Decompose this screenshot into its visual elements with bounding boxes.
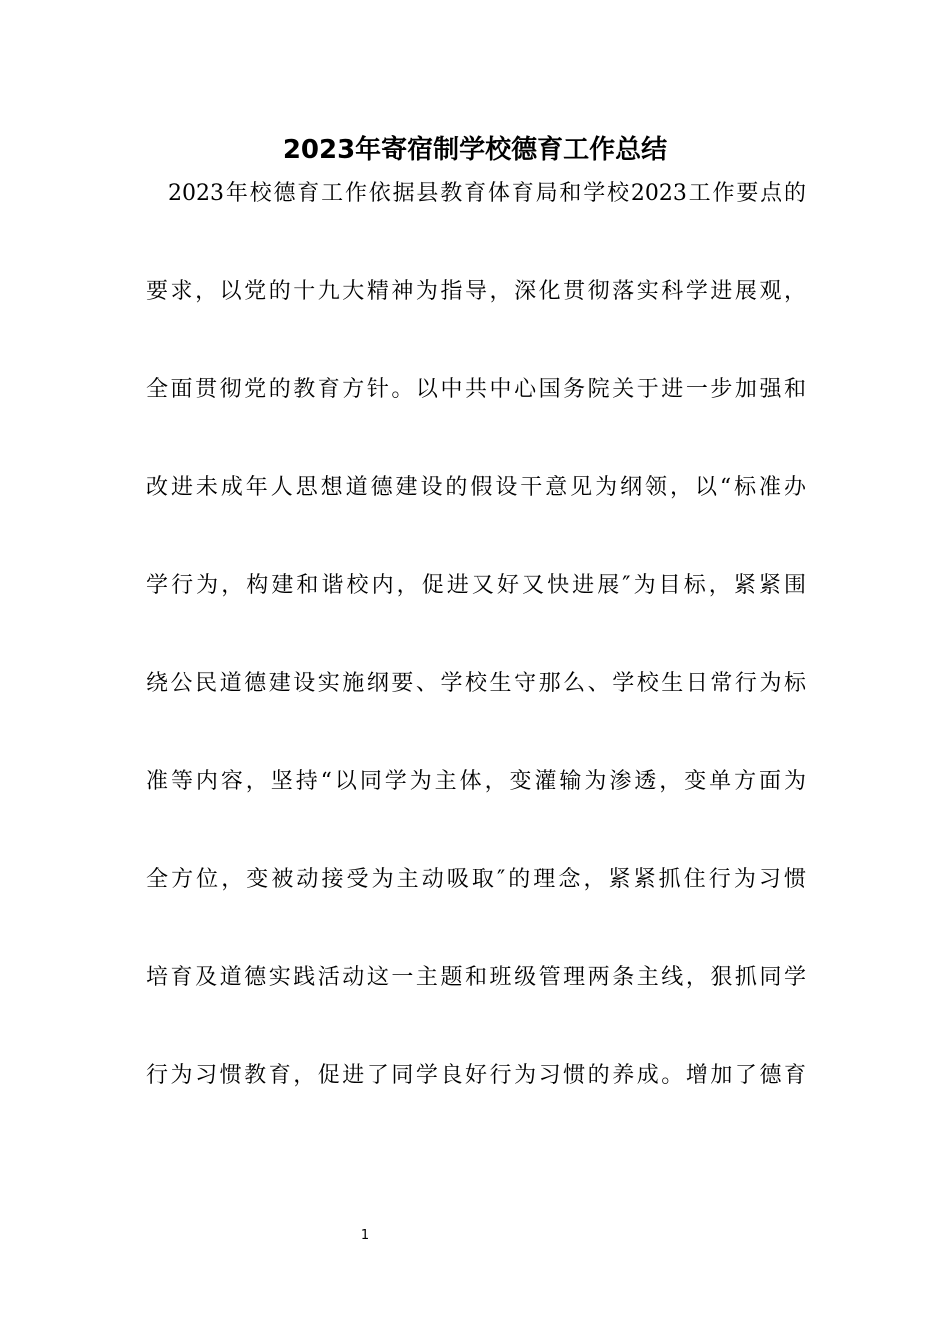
document-title: 2023年寄宿制学校德育工作总结 (282, 135, 668, 165)
body-line-7: 准等内容，坚持“以同学为主体，变灌输为渗透，变单方面为 (146, 769, 806, 794)
body-line-9: 培育及道德实践活动这一主题和班级管理两条主线，狠抓同学 (146, 965, 806, 990)
body-line-4: 改进未成年人思想道德建设的假设干意见为纲领，以“标准办 (146, 475, 806, 500)
body-line-2: 要求，以党的十九大精神为指导，深化贯彻落实科学进展观， (146, 279, 806, 304)
body-line-6: 绕公民道德建设实施纲要、学校生守那么、学校生日常行为标 (146, 671, 806, 696)
body-line-1: 2023年校德育工作依据县教育体育局和学校2023工作要点的 (168, 181, 806, 206)
body-line-5: 学行为，构建和谐校内，促进又好又快进展″为目标，紧紧围 (146, 573, 806, 598)
body-line-10: 行为习惯教育，促进了同学良好行为习惯的养成。增加了德育 (146, 1063, 806, 1088)
body-line-8: 全方位，变被动接受为主动吸取″的理念，紧紧抓住行为习惯 (146, 867, 806, 892)
body-line-3: 全面贯彻党的教育方针。以中共中心国务院关于进一步加强和 (146, 377, 806, 402)
page-number: 1 (360, 1228, 370, 1243)
